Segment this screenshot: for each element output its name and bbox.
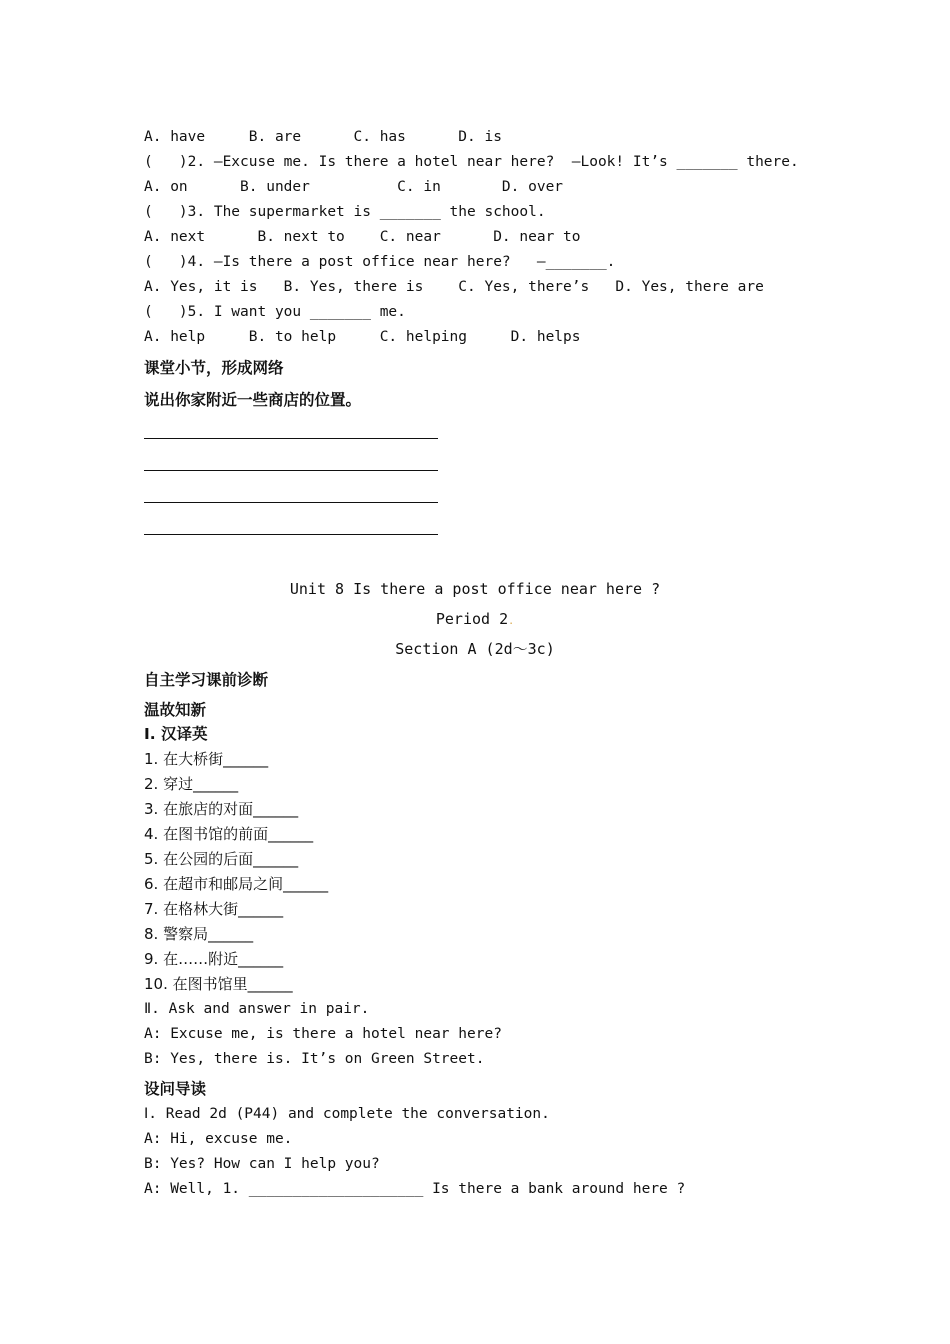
- unit-title: Unit 8 Is there a post office near here ?: [289, 580, 661, 598]
- summary-heading: 课堂小节，形成网络: [144, 359, 284, 377]
- q3-options: A. next B. next to C. near D. near to: [144, 229, 581, 245]
- conversation-line: A: Well, 1. ____________________ Is there a bank around here ?: [144, 1181, 686, 1197]
- q4-options: A. Yes, it is B. Yes, there is C. Yes, there’s D. Yes, there are: [144, 279, 764, 295]
- translation-item: 5. 在公园的后面______: [144, 850, 299, 868]
- part1-title: Ⅰ. 汉译英: [144, 725, 208, 743]
- guide-part1-title: Ⅰ. Read 2d (P44) and complete the conversation.: [144, 1106, 550, 1122]
- translation-item: 3. 在旅店的对面______: [144, 800, 299, 818]
- period-title: Period 2.: [435, 610, 515, 628]
- answer-line: [144, 534, 438, 535]
- conversation-line: B: Yes? How can I help you?: [144, 1156, 380, 1172]
- question-3: ( )3. The supermarket is _______ the school.: [144, 204, 546, 220]
- question-2: ( )2. —Excuse me. Is there a hotel near here? —Look! It’s _______ there.: [144, 154, 799, 170]
- translation-item: 9. 在……附近______: [144, 950, 284, 968]
- q2-options: A. on B. under C. in D. over: [144, 179, 564, 195]
- dialog-line: A: Excuse me, is there a hotel near here?: [144, 1026, 502, 1042]
- question-5: ( )5. I want you _______ me.: [144, 304, 406, 320]
- answer-line: [144, 470, 438, 471]
- guide-heading: 设问导读: [144, 1080, 207, 1098]
- translation-item: 8. 警察局______: [144, 925, 254, 943]
- review-heading: 温故知新: [144, 701, 207, 719]
- translation-item: 2. 穿过______: [144, 775, 239, 793]
- translation-item: 4. 在图书馆的前面______: [144, 825, 314, 843]
- conversation-line: A: Hi, excuse me.: [144, 1131, 293, 1147]
- section-title: Section A (2d～3c): [395, 640, 555, 658]
- translation-item: 10. 在图书馆里______: [144, 975, 293, 993]
- preview-heading: 自主学习课前诊断: [144, 671, 269, 689]
- answer-line: [144, 438, 438, 439]
- answer-line: [144, 502, 438, 503]
- part2-title: Ⅱ. Ask and answer in pair.: [144, 1001, 370, 1017]
- period-mark: .: [508, 616, 515, 627]
- q5-options: A. help B. to help C. helping D. helps: [144, 329, 581, 345]
- summary-prompt: 说出你家附近一些商店的位置。: [144, 391, 362, 409]
- q1-options: A. have B. are C. has D. is: [144, 129, 502, 145]
- question-4: ( )4. —Is there a post office near here? —_______.: [144, 254, 616, 270]
- dialog-line: B: Yes, there is. It’s on Green Street.: [144, 1051, 485, 1067]
- translation-item: 7. 在格林大街______: [144, 900, 284, 918]
- translation-item: 6. 在超市和邮局之间______: [144, 875, 329, 893]
- translation-item: 1. 在大桥街______: [144, 750, 269, 768]
